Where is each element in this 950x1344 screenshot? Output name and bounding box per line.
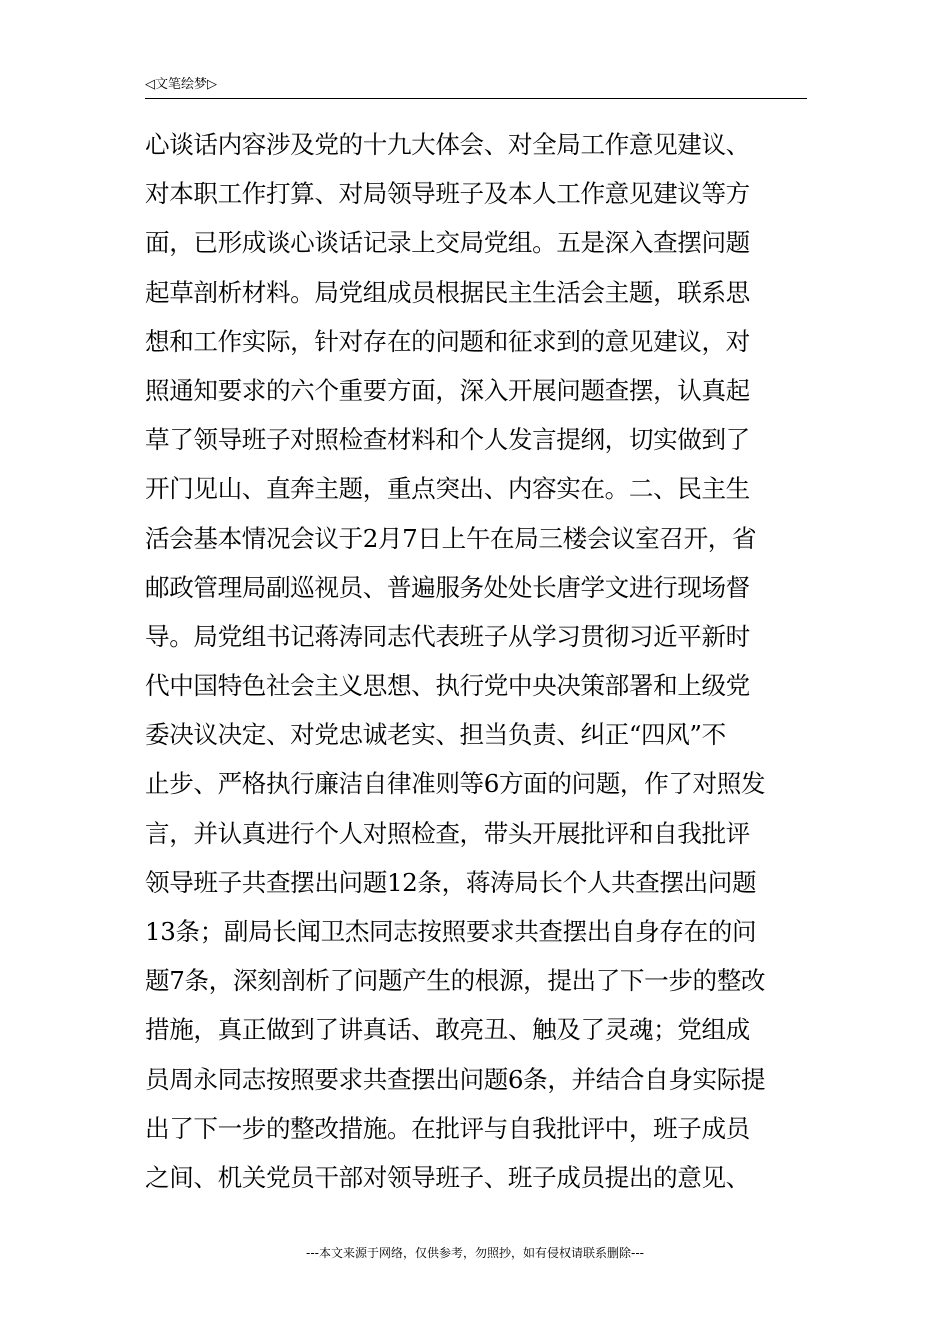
body-line: 员周永同志按照要求共查摆出问题6条，并结合自身实际提 — [145, 1064, 766, 1094]
body-line: 代中国特色社会主义思想、执行党中央决策部署和上级党 — [145, 671, 750, 701]
body-line: 13条；副局长闻卫杰同志按照要求共查摆出自身存在的问 — [145, 917, 757, 946]
body-line: 题7条，深刻剖析了问题产生的根源，提出了下一步的整改 — [145, 966, 766, 996]
body-line: 草了领导班子对照检查材料和个人发言提纲，切实做到了 — [145, 425, 750, 455]
body-line: 领导班子共查摆出问题12条，蒋涛局长个人共查摆出问题 — [145, 867, 757, 897]
body-line: 照通知要求的六个重要方面，深入开展问题查摆，认真起 — [145, 375, 750, 405]
body-line: 面，已形成谈心谈话记录上交局党组。五是深入查摆问题 — [145, 228, 750, 258]
body-line: 对本职工作打算、对局领导班子及本人工作意见建议等方 — [145, 179, 750, 209]
document-body — [145, 128, 810, 1210]
body-line: 止步、严格执行廉洁自律准则等6方面的问题，作了对照发 — [145, 769, 766, 799]
body-line: 措施，真正做到了讲真话、敢亮丑、触及了灵魂；党组成 — [145, 1015, 750, 1045]
page-footer — [0, 1245, 950, 1261]
body-line: 想和工作实际，针对存在的问题和征求到的意见建议，对 — [145, 326, 750, 356]
body-line: 委决议决定、对党忠诚老实、担当负责、纠正“四风”不 — [145, 720, 726, 750]
body-line: 邮政管理局副巡视员、普遍服务处处长唐学文进行现场督 — [145, 572, 750, 602]
footer-disclaimer: ---本文来源于网络，仅供参考，勿照抄，如有侵权请联系删除--- — [306, 1246, 644, 1260]
body-line: 活会基本情况会议于2月7日上午在局三楼会议室召开，省 — [145, 523, 757, 553]
body-line: 出了下一步的整改措施。在批评与自我批评中，班子成员 — [145, 1113, 750, 1143]
header-title: ◁文笔绘梦▷ — [145, 77, 217, 92]
body-line: 起草剖析材料。局党组成员根据民主生活会主题，联系思 — [145, 277, 750, 307]
body-line: 之间、机关党员干部对领导班子、班子成员提出的意见、 — [145, 1162, 750, 1192]
body-line: 心谈话内容涉及党的十九大体会、对全局工作意见建议、 — [145, 130, 750, 159]
page-header — [145, 76, 807, 99]
body-line: 导。局党组书记蒋涛同志代表班子从学习贯彻习近平新时 — [145, 621, 750, 651]
body-line: 言，并认真进行个人对照检查，带头开展批评和自我批评 — [145, 818, 750, 848]
body-line: 开门见山、直奔主题，重点突出、内容实在。二、民主生 — [145, 474, 750, 504]
